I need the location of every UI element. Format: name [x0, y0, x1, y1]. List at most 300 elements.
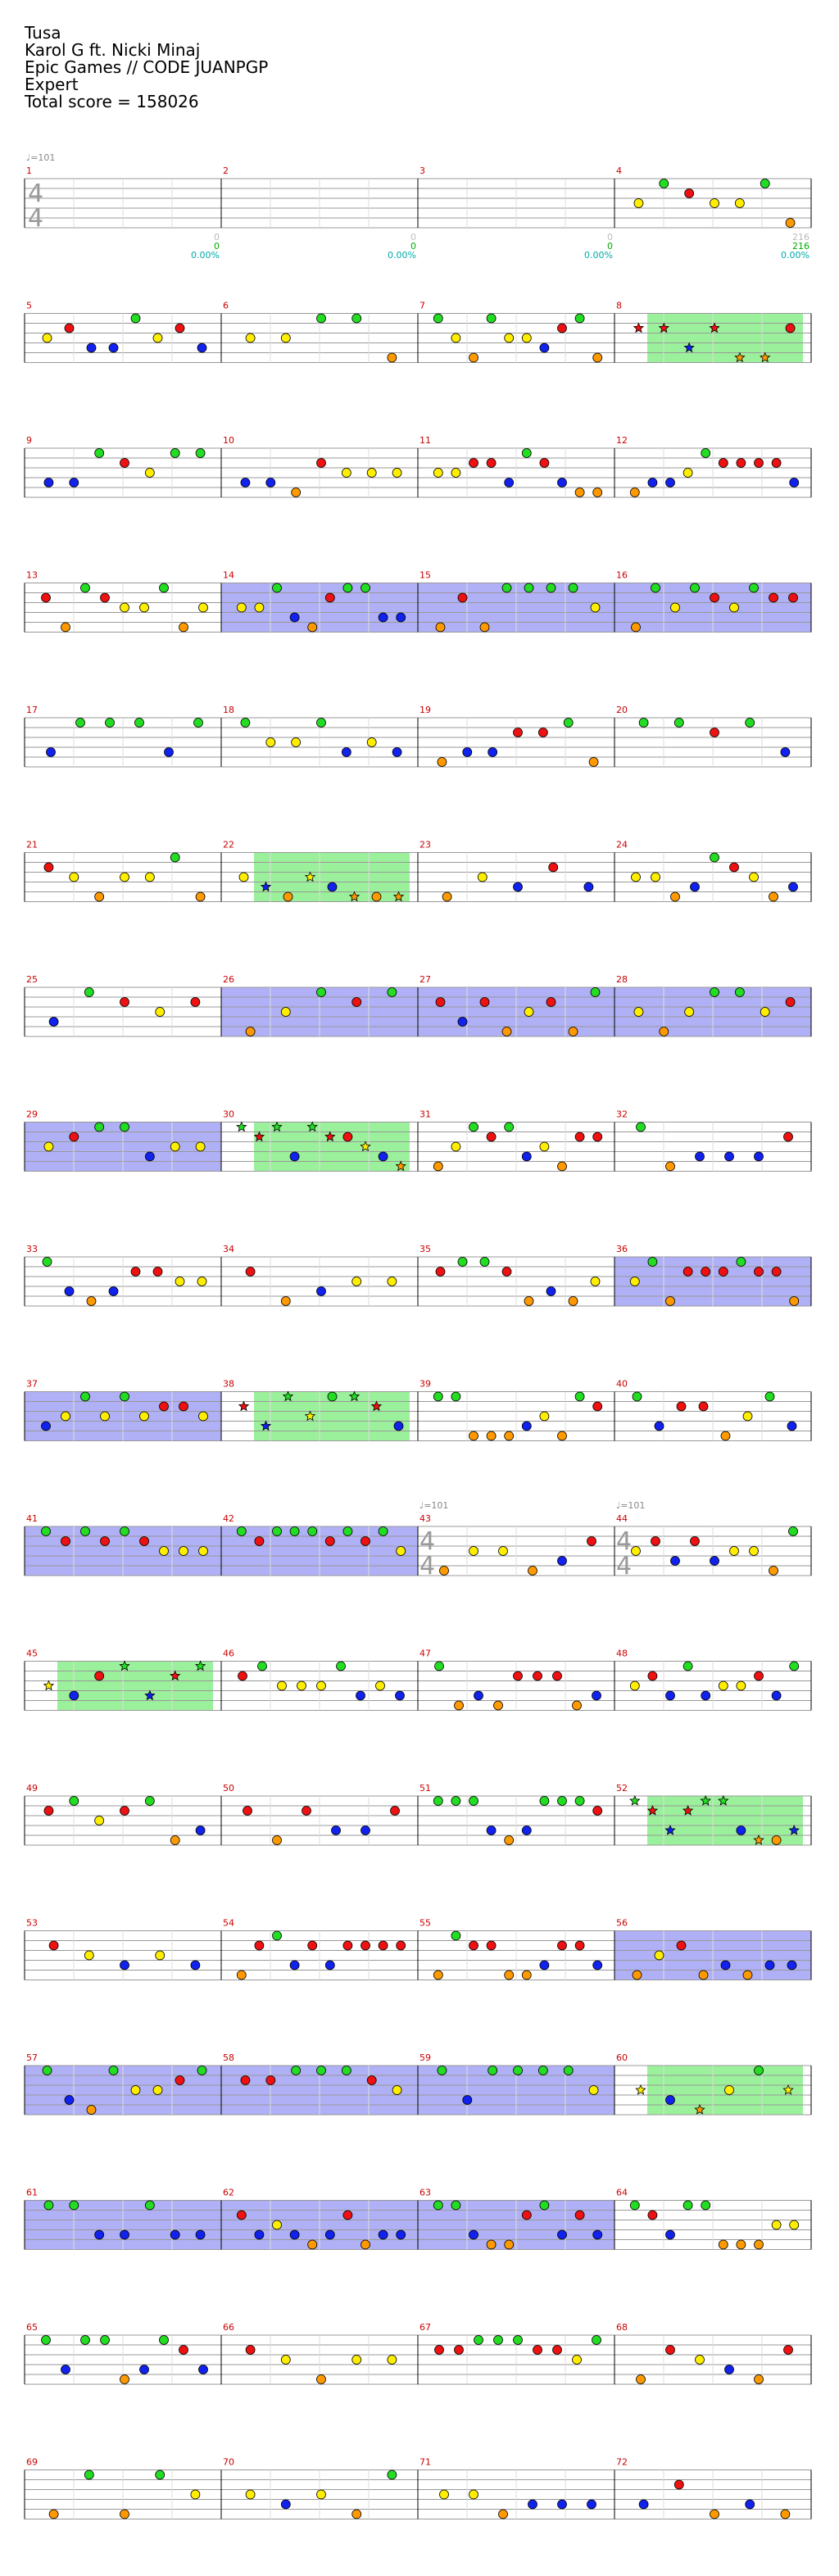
note [558, 324, 567, 333]
measure-number: 37 [26, 1378, 38, 1390]
note [131, 1268, 140, 1277]
note [787, 1961, 796, 1970]
measure-number: 1 [26, 166, 32, 176]
measure [418, 570, 615, 633]
note [725, 1152, 734, 1161]
note [243, 1807, 252, 1816]
note [719, 459, 728, 468]
measure-number: 46 [223, 1648, 234, 1659]
measure-number: 28 [616, 974, 628, 985]
note [696, 2356, 705, 2365]
note [639, 719, 648, 728]
note [558, 2500, 567, 2509]
note [120, 2510, 129, 2519]
note [131, 2086, 140, 2095]
note [194, 719, 203, 728]
measure-score: 0 [607, 241, 613, 252]
note [196, 1142, 205, 1151]
note [593, 2230, 602, 2239]
note [332, 1826, 341, 1835]
note [266, 478, 275, 488]
note [710, 199, 719, 208]
measure [615, 1513, 811, 1576]
note [367, 469, 376, 478]
note [281, 333, 290, 342]
note [573, 1701, 582, 1710]
note [584, 882, 593, 891]
note [478, 873, 487, 882]
note [43, 2066, 52, 2075]
note [487, 1132, 496, 1141]
note [772, 1691, 781, 1700]
note [397, 1941, 406, 1950]
note [639, 2500, 648, 2509]
note [145, 873, 154, 882]
note [455, 1701, 464, 1710]
note [674, 2480, 683, 2489]
note [750, 1547, 759, 1556]
note [760, 179, 769, 188]
note [514, 728, 523, 737]
note [630, 1277, 639, 1286]
measure [221, 1379, 418, 1441]
note [487, 459, 496, 468]
note [499, 1547, 508, 1556]
note [120, 1122, 129, 1132]
note [451, 469, 460, 478]
measure-percent: 0.00% [191, 250, 220, 261]
measure-number: 68 [616, 2322, 628, 2333]
measure-number: 69 [26, 2456, 38, 2468]
note [524, 1008, 533, 1017]
note [160, 2336, 169, 2345]
measure [418, 1783, 615, 1845]
note [47, 748, 56, 757]
note [589, 2086, 598, 2095]
song-artist: Karol G ft. Nicki Minaj [25, 40, 201, 60]
note [237, 2211, 246, 2220]
note [343, 1941, 352, 1950]
measure [418, 1649, 615, 1711]
note [587, 1537, 596, 1546]
note [433, 1162, 442, 1171]
measure-score: 216 [792, 241, 810, 252]
measure-number: 22 [223, 839, 234, 850]
measure-number: 49 [26, 1783, 38, 1794]
measure-number: 11 [420, 435, 431, 446]
note [719, 1681, 728, 1690]
note [528, 1567, 537, 1576]
note [593, 1961, 602, 1970]
note [587, 2500, 596, 2509]
note [342, 2066, 351, 2075]
note [101, 593, 110, 602]
note [196, 2230, 205, 2239]
time-signature-numerator: 4 [420, 1527, 436, 1556]
measure-number: 53 [26, 1917, 38, 1929]
measure-number: 41 [26, 1513, 38, 1524]
measure [221, 435, 418, 497]
note [564, 719, 573, 728]
measure-number: 8 [616, 300, 622, 311]
note [487, 1941, 496, 1950]
note [637, 2375, 646, 2384]
note [433, 1392, 442, 1401]
note [558, 1941, 567, 1950]
note [755, 1152, 764, 1161]
note [633, 1971, 642, 1980]
note [790, 2220, 799, 2229]
note [352, 314, 361, 323]
note [648, 2211, 657, 2220]
note [120, 2375, 129, 2384]
measure [25, 840, 221, 902]
measure-number: 56 [616, 1917, 628, 1929]
note [170, 853, 179, 862]
note [255, 1941, 264, 1950]
note [730, 603, 739, 612]
measure-number: 21 [26, 839, 38, 850]
note [474, 1691, 483, 1700]
note [725, 2086, 734, 2095]
note [160, 1547, 169, 1556]
note [433, 1971, 442, 1980]
note [435, 2346, 444, 2355]
note [352, 2356, 361, 2365]
note [49, 1941, 58, 1950]
note [710, 2510, 719, 2519]
note [487, 1826, 496, 1835]
measure [418, 435, 615, 497]
note [514, 1671, 523, 1680]
note [42, 1527, 51, 1536]
measure [25, 166, 221, 261]
note [281, 1008, 290, 1017]
note [575, 1132, 584, 1141]
measure-number: 29 [26, 1109, 38, 1120]
note [540, 459, 549, 468]
note [781, 748, 790, 757]
note [790, 478, 799, 488]
note [651, 1537, 660, 1546]
note [755, 2066, 764, 2075]
note [196, 892, 205, 901]
measure-number: 4 [616, 166, 622, 176]
note [95, 449, 104, 458]
note [317, 719, 326, 728]
note [632, 623, 641, 632]
note [746, 719, 755, 728]
measure-number: 66 [223, 2322, 234, 2333]
note [524, 1297, 533, 1306]
measure [615, 2457, 811, 2519]
note [725, 2365, 734, 2374]
measure-number: 63 [420, 2187, 431, 2198]
note [487, 2240, 496, 2249]
song-charter: Epic Games // CODE JUANPGP [25, 57, 269, 77]
note [750, 583, 759, 592]
measure-number: 48 [616, 1648, 628, 1659]
measure [615, 1379, 811, 1441]
note [179, 1402, 188, 1411]
note [179, 2346, 188, 2355]
note [325, 1961, 334, 1970]
time-signature-denominator: 4 [28, 204, 44, 233]
note [44, 1142, 53, 1151]
measure-cut: 0 [607, 232, 613, 243]
measure-number: 39 [420, 1378, 431, 1390]
note [337, 1662, 346, 1671]
note [175, 324, 184, 333]
measure-number: 16 [616, 569, 628, 581]
measure [418, 2322, 615, 2384]
measure [221, 166, 418, 261]
measure-number: 64 [616, 2187, 628, 2198]
note [683, 1662, 692, 1671]
note [634, 199, 643, 208]
note [480, 1258, 489, 1267]
note [701, 1268, 710, 1277]
note [660, 179, 669, 188]
note [308, 623, 317, 632]
measure-percent: 0.00% [781, 250, 810, 261]
note [514, 2066, 523, 2075]
measure-number: 20 [616, 705, 628, 715]
star-note [630, 1796, 639, 1805]
tempo-marker: ♩=101 [616, 1500, 646, 1511]
note [494, 1701, 503, 1710]
note [317, 2375, 326, 2384]
note [81, 583, 90, 592]
note [592, 2336, 601, 2345]
note [153, 2086, 162, 2095]
note [120, 1392, 129, 1401]
note [772, 1268, 781, 1277]
time-signature-denominator: 4 [420, 1552, 436, 1581]
note [469, 1431, 478, 1440]
note [677, 1402, 686, 1411]
note [522, 1152, 531, 1161]
measure-number: 34 [223, 1244, 234, 1254]
note [199, 2365, 208, 2374]
note [394, 1422, 403, 1431]
note [433, 2201, 442, 2210]
star-note [44, 1681, 53, 1690]
note [292, 2066, 301, 2075]
measure-number: 47 [420, 1648, 431, 1659]
note [246, 333, 255, 342]
note [397, 613, 406, 622]
note [328, 1392, 337, 1401]
note [109, 2066, 118, 2075]
measure-number: 15 [420, 569, 431, 581]
note [522, 333, 531, 342]
note [120, 459, 129, 468]
measure-number: 36 [616, 1244, 628, 1254]
note [197, 2066, 206, 2075]
note [480, 998, 489, 1007]
measure [25, 1109, 221, 1172]
note [70, 2201, 79, 2210]
measure-number: 52 [616, 1783, 628, 1794]
note [290, 1961, 299, 1970]
note [438, 758, 447, 767]
note [84, 2470, 93, 2479]
note [746, 2500, 755, 2509]
note [308, 2240, 317, 2249]
note [593, 353, 602, 362]
measure-number: 70 [223, 2456, 234, 2468]
total-score: Total score = 158026 [25, 92, 199, 111]
note [789, 882, 798, 891]
note [558, 1162, 567, 1171]
measure-number: 26 [223, 974, 234, 985]
measure [25, 974, 221, 1036]
note [70, 1797, 79, 1806]
note [524, 583, 533, 592]
song-difficulty: Expert [25, 75, 79, 94]
note [514, 2336, 523, 2345]
note [487, 1431, 496, 1440]
measure [25, 1649, 221, 1711]
note [95, 2230, 104, 2239]
measure [25, 1379, 221, 1441]
note [317, 459, 326, 468]
note [175, 2076, 184, 2085]
note [239, 873, 248, 882]
note [451, 2201, 460, 2210]
note [361, 2240, 370, 2249]
note [436, 623, 445, 632]
note [710, 593, 719, 602]
note [786, 324, 795, 333]
note [589, 758, 598, 767]
note [569, 1027, 578, 1036]
note [789, 1527, 798, 1536]
measure [418, 1109, 615, 1172]
measure-number: 10 [223, 435, 234, 446]
note [772, 1836, 781, 1845]
note [674, 719, 683, 728]
note [87, 2106, 96, 2115]
measure-cut: 0 [214, 232, 220, 243]
note [361, 1826, 370, 1835]
note [170, 2230, 179, 2239]
measure-number: 31 [420, 1109, 431, 1120]
note [769, 892, 778, 901]
note [540, 1412, 549, 1421]
note [514, 882, 523, 891]
note [546, 583, 556, 592]
measure [418, 1379, 615, 1441]
note [648, 1258, 657, 1267]
time-signature-numerator: 4 [616, 1527, 633, 1556]
note [691, 583, 700, 592]
note [655, 1951, 664, 1960]
note [281, 1297, 290, 1306]
note [699, 1402, 708, 1411]
note [120, 2230, 129, 2239]
note [388, 2356, 397, 2365]
measure-number: 12 [616, 435, 628, 446]
note [502, 1027, 511, 1036]
measure-number: 2 [223, 166, 229, 176]
note [558, 2230, 567, 2239]
note [750, 873, 759, 882]
star-note [636, 2085, 645, 2094]
note [135, 719, 144, 728]
note [488, 748, 497, 757]
note [743, 1412, 752, 1421]
note [505, 1122, 514, 1132]
note [95, 1671, 104, 1680]
note [43, 333, 52, 342]
note [43, 1258, 52, 1267]
measure-number: 58 [223, 2052, 234, 2063]
measure [25, 301, 221, 363]
note [575, 2211, 584, 2220]
note [655, 1422, 664, 1431]
note [361, 1941, 370, 1950]
note [246, 2346, 255, 2355]
note [719, 2240, 728, 2249]
note [325, 2230, 334, 2239]
note [325, 1537, 334, 1546]
measure [615, 2188, 811, 2250]
note [784, 2346, 793, 2355]
measure [418, 301, 615, 363]
note [131, 314, 140, 323]
note [246, 1268, 255, 1277]
note [451, 333, 460, 342]
measure-number: 62 [223, 2187, 234, 2198]
note [591, 988, 600, 997]
measure [25, 705, 221, 767]
note [755, 1671, 764, 1680]
note [469, 459, 478, 468]
note [179, 623, 188, 632]
measure-number: 71 [420, 2456, 431, 2468]
note [87, 343, 96, 352]
note [255, 2230, 264, 2239]
note [388, 2470, 397, 2479]
note [392, 748, 401, 757]
note [199, 603, 208, 612]
note [392, 469, 401, 478]
note [165, 748, 174, 757]
note [352, 998, 361, 1007]
note [786, 219, 795, 228]
note [361, 1537, 370, 1546]
note [317, 314, 326, 323]
note [666, 478, 675, 488]
note [573, 2356, 582, 2365]
measure [221, 1109, 418, 1172]
note [648, 1671, 657, 1680]
measure [221, 1918, 418, 1980]
measure-number: 30 [223, 1109, 234, 1120]
note [170, 1836, 179, 1845]
measure-number: 32 [616, 1109, 628, 1120]
note [343, 583, 352, 592]
measure-number: 38 [223, 1378, 234, 1390]
measure-number: 72 [616, 2456, 628, 2468]
note [273, 1931, 282, 1940]
note [558, 478, 567, 488]
measure-number: 3 [420, 166, 425, 176]
note [433, 1797, 442, 1806]
measure-number: 45 [26, 1648, 38, 1659]
